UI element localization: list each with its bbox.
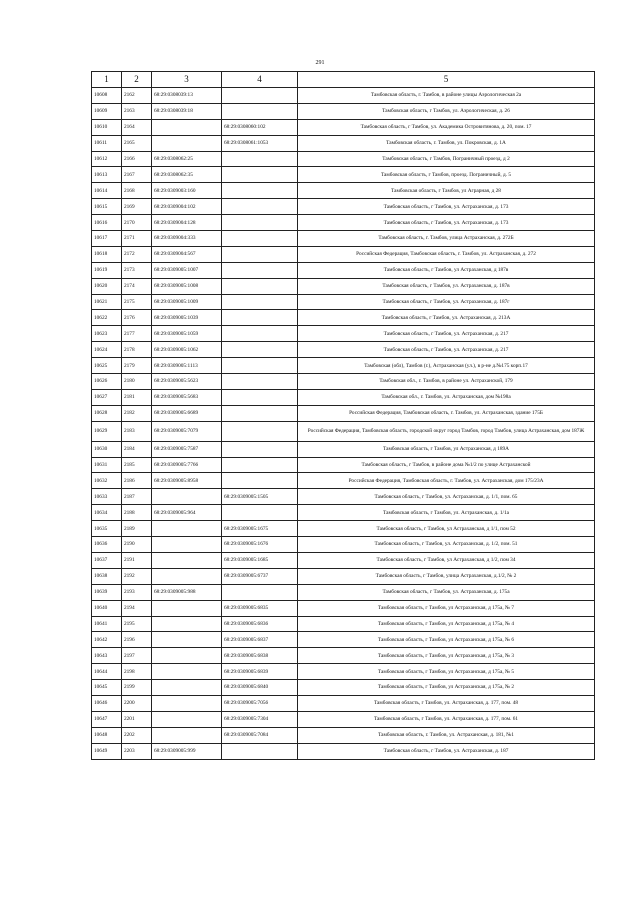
cadastral-number-cell [152, 489, 222, 505]
cadastral-number-room-cell [222, 374, 298, 390]
cadastral-number-cell: 68:29:0309005:1008 [152, 278, 222, 294]
table-row [92, 680, 595, 696]
cadastral-number-cell [152, 695, 222, 711]
cadastral-number-cell: 68:29:0309005:7587 [152, 441, 222, 457]
cadastral-number-room-cell: 68:29:0309005:6737 [222, 568, 298, 584]
row-number-cell: 10626 [92, 374, 122, 390]
address-cell: Тамбовская область, г Тамбов, ул Астраханская, д 175а, № 4 [298, 616, 595, 632]
object-id-cell: 2197 [122, 648, 152, 664]
object-id-cell: 2187 [122, 489, 152, 505]
cadastral-number-room-cell: 68:29:0308061:1053 [222, 135, 298, 151]
address-cell: Российская Федерация, Тамбовская область, г. Тамбов, ул. Астраханская, здание 175Б [298, 405, 595, 421]
address-cell: Тамбовская область, г Тамбов, ул. Астраханская, д. 213А [298, 310, 595, 326]
row-number-cell: 10624 [92, 342, 122, 358]
cadastral-number-cell: 68:29:0309005:964 [152, 505, 222, 521]
object-id-cell: 2165 [122, 135, 152, 151]
row-number-cell: 10639 [92, 584, 122, 600]
address-cell: Тамбовская область, г Тамбов, ул. Астраханская, д. 173 [298, 215, 595, 231]
object-id-cell: 2163 [122, 103, 152, 119]
address-cell: Тамбовская область, г Тамбов, ул. Астраханская, д. 1/2, пом. 51 [298, 537, 595, 553]
cadastral-number-cell: 68:29:0309005:6689 [152, 405, 222, 421]
row-number-cell: 10612 [92, 151, 122, 167]
header-row [92, 72, 595, 88]
address-cell: Тамбовская область, г. Тамбов, ул. Астраханская, д. 181, №1 [298, 727, 595, 743]
table-row [92, 489, 595, 505]
row-number-cell: 10608 [92, 88, 122, 104]
row-number-cell: 10618 [92, 246, 122, 262]
cadastral-number-room-cell [222, 183, 298, 199]
address-cell: Тамбовская область, г Тамбов, ул Астраханская, д 175а, № 2 [298, 680, 595, 696]
row-number-cell: 10616 [92, 215, 122, 231]
cadastral-number-cell: 68:29:0309005:5683 [152, 389, 222, 405]
table-body [92, 88, 595, 760]
object-id-cell: 2186 [122, 473, 152, 489]
table-row [92, 119, 595, 135]
table-row [92, 135, 595, 151]
object-id-cell: 2201 [122, 711, 152, 727]
row-number-cell: 10648 [92, 727, 122, 743]
table-row [92, 294, 595, 310]
object-id-cell: 2181 [122, 389, 152, 405]
row-number-cell: 10633 [92, 489, 122, 505]
object-id-cell: 2189 [122, 521, 152, 537]
cadastral-number-cell [152, 664, 222, 680]
table-row [92, 262, 595, 278]
cadastral-number-room-cell [222, 405, 298, 421]
address-cell: Тамбовская область, г Тамбов, ул. Академика Островитянова, д. 20, пом. 17 [298, 119, 595, 135]
cadastral-number-cell [152, 537, 222, 553]
cadastral-number-cell: 68:29:0309004:128 [152, 215, 222, 231]
header-col-5: 5 [298, 72, 595, 88]
table-row [92, 103, 595, 119]
cadastral-number-room-cell [222, 231, 298, 247]
object-id-cell: 2166 [122, 151, 152, 167]
object-id-cell: 2176 [122, 310, 152, 326]
cadastral-number-cell: 68:29:0309005:1007 [152, 262, 222, 278]
row-number-cell: 10628 [92, 405, 122, 421]
table-row [92, 664, 595, 680]
cadastral-number-cell: 68:29:0309005:1113 [152, 358, 222, 374]
table-row [92, 405, 595, 421]
cadastral-number-room-cell [222, 441, 298, 457]
object-id-cell: 2171 [122, 231, 152, 247]
object-id-cell: 2182 [122, 405, 152, 421]
object-id-cell: 2167 [122, 167, 152, 183]
address-cell: Тамбовская область, г Тамбов, ул Астраханская, д 1/1, пом 52 [298, 521, 595, 537]
table-row [92, 473, 595, 489]
table-row [92, 374, 595, 390]
cadastral-number-room-cell [222, 342, 298, 358]
table-row [92, 151, 595, 167]
table-row [92, 88, 595, 104]
table-row [92, 552, 595, 568]
cadastral-number-cell [152, 727, 222, 743]
header-col-4: 4 [222, 72, 298, 88]
row-number-cell: 10615 [92, 199, 122, 215]
cadastral-number-room-cell: 68:29:0309005:7056 [222, 695, 298, 711]
table-row [92, 421, 595, 441]
object-id-cell: 2178 [122, 342, 152, 358]
table-row [92, 616, 595, 632]
cadastral-number-room-cell: 68:29:0309005:6839 [222, 664, 298, 680]
table-row [92, 505, 595, 521]
table-row [92, 521, 595, 537]
cadastral-number-room-cell [222, 457, 298, 473]
cadastral-number-cell [152, 568, 222, 584]
row-number-cell: 10629 [92, 421, 122, 441]
address-cell: Тамбовская область, г Тамбов, ул. Астраханская, д. 177, пом. 48 [298, 695, 595, 711]
cadastral-number-cell: 68:29:0309005:1059 [152, 326, 222, 342]
cadastral-number-cell: 68:29:0309005:1009 [152, 294, 222, 310]
cadastral-number-room-cell: 68:29:0309005:6836 [222, 616, 298, 632]
address-cell: Тамбовская область, г Тамбов, ул. Аэрологическая, д. 26 [298, 103, 595, 119]
page-number: 291 [315, 60, 325, 66]
cadastral-number-cell: 68:29:0308039:18 [152, 103, 222, 119]
cadastral-number-cell: 68:29:0309005:988 [152, 584, 222, 600]
cadastral-number-cell: 68:29:0309005:999 [152, 743, 222, 759]
address-cell: Тамбовская область, г Тамбов, ул. Астраханская, д. 1/1а [298, 505, 595, 521]
row-number-cell: 10632 [92, 473, 122, 489]
object-id-cell: 2193 [122, 584, 152, 600]
address-cell: Тамбовская область, г Тамбов, ул. Астраханская, д. 175а [298, 584, 595, 600]
cadastral-number-room-cell [222, 310, 298, 326]
object-id-cell: 2168 [122, 183, 152, 199]
address-cell: Тамбовская область, г Тамбов, ул. Астраханская, д. 1/1, пом. 65 [298, 489, 595, 505]
cadastral-number-cell [152, 711, 222, 727]
cadastral-number-room-cell [222, 246, 298, 262]
table-row [92, 632, 595, 648]
row-number-cell: 10609 [92, 103, 122, 119]
table-row [92, 278, 595, 294]
cadastral-number-cell: 68:29:0309004:102 [152, 199, 222, 215]
row-number-cell: 10635 [92, 521, 122, 537]
table-row [92, 310, 595, 326]
table-row [92, 743, 595, 759]
cadastral-number-cell: 68:29:0309005:7079 [152, 421, 222, 441]
cadastral-number-cell [152, 119, 222, 135]
row-number-cell: 10645 [92, 680, 122, 696]
cadastral-number-room-cell [222, 358, 298, 374]
address-cell: Тамбовская область, г Тамбов, проезд. Пограничный, д. 5 [298, 167, 595, 183]
cadastral-number-cell [152, 135, 222, 151]
cadastral-number-room-cell [222, 421, 298, 441]
cadastral-number-cell: 68:29:0309005:1062 [152, 342, 222, 358]
cadastral-number-cell [152, 632, 222, 648]
cadastral-number-cell: 68:29:0308062:35 [152, 167, 222, 183]
table-row [92, 584, 595, 600]
cadastral-number-room-cell: 68:29:0309005:7304 [222, 711, 298, 727]
row-number-cell: 10625 [92, 358, 122, 374]
row-number-cell: 10642 [92, 632, 122, 648]
row-number-cell: 10638 [92, 568, 122, 584]
row-number-cell: 10641 [92, 616, 122, 632]
table-row [92, 568, 595, 584]
address-cell: Российская Федерация, Тамбовская область, г. Тамбов, ул. Астраханская, дом 175/23А [298, 473, 595, 489]
cadastral-number-room-cell: 68:29:0309005:7084 [222, 727, 298, 743]
header-col-2: 2 [122, 72, 152, 88]
address-cell: Тамбовская область, г Тамбов, ул Аграрная, д 28 [298, 183, 595, 199]
cadastral-number-room-cell [222, 167, 298, 183]
cadastral-number-cell: 68:29:0308062:25 [152, 151, 222, 167]
row-number-cell: 10647 [92, 711, 122, 727]
register-table [91, 71, 595, 760]
table-row [92, 231, 595, 247]
object-id-cell: 2183 [122, 421, 152, 441]
cadastral-number-cell: 68:29:0309003:160 [152, 183, 222, 199]
cadastral-number-cell [152, 680, 222, 696]
cadastral-number-cell [152, 521, 222, 537]
row-number-cell: 10613 [92, 167, 122, 183]
row-number-cell: 10620 [92, 278, 122, 294]
address-cell: Тамбовская область, г Тамбов, ул. Астраханская, д. 187в [298, 278, 595, 294]
header-col-1: 1 [92, 72, 122, 88]
address-cell: Тамбовская область, г Тамбов, Пограничный проезд, д 2 [298, 151, 595, 167]
address-cell: Тамбовская (обл), Тамбов (г.), Астраханская (ул.), в р-не д.№175 корп.17 [298, 358, 595, 374]
table-row [92, 358, 595, 374]
object-id-cell: 2190 [122, 537, 152, 553]
address-cell: Тамбовская область, г Тамбов, ул. Астраханская, д. 173 [298, 199, 595, 215]
cadastral-number-room-cell [222, 505, 298, 521]
table-row [92, 215, 595, 231]
cadastral-number-cell: 68:29:0309005:7766 [152, 457, 222, 473]
cadastral-number-room-cell [222, 262, 298, 278]
cadastral-number-room-cell [222, 278, 298, 294]
row-number-cell: 10610 [92, 119, 122, 135]
object-id-cell: 2194 [122, 600, 152, 616]
address-cell: Тамбовская область, г Тамбов, ул. Астраханская, д. 177, пом. 61 [298, 711, 595, 727]
object-id-cell: 2192 [122, 568, 152, 584]
cadastral-number-room-cell [222, 103, 298, 119]
table-row [92, 326, 595, 342]
address-cell: Тамбовская область, г Тамбов, ул Астраханская, д 175а, № 5 [298, 664, 595, 680]
row-number-cell: 10643 [92, 648, 122, 664]
address-cell: Тамбовская область, г Тамбов, ул. Астраханская, д. 217 [298, 342, 595, 358]
header-col-3: 3 [152, 72, 222, 88]
address-cell: Тамбовская область, г. Тамбов, в районе улицы Аэрологическая 2а [298, 88, 595, 104]
address-cell: Тамбовская область, г Тамбов, ул Астраханская, д 1/2, пом 34 [298, 552, 595, 568]
object-id-cell: 2169 [122, 199, 152, 215]
row-number-cell: 10617 [92, 231, 122, 247]
table-row [92, 600, 595, 616]
cadastral-number-cell [152, 616, 222, 632]
row-number-cell: 10621 [92, 294, 122, 310]
address-cell: Тамбовская обл., г. Тамбов, ул. Астраханская, дом №198а [298, 389, 595, 405]
row-number-cell: 10646 [92, 695, 122, 711]
table-row [92, 648, 595, 664]
object-id-cell: 2185 [122, 457, 152, 473]
cadastral-number-room-cell [222, 473, 298, 489]
address-cell: Тамбовская область, г. Тамбов, улица Астраханская, д. 272Б [298, 231, 595, 247]
object-id-cell: 2172 [122, 246, 152, 262]
address-cell: Тамбовская обл., г. Тамбов, в районе ул. Астраханской, 179 [298, 374, 595, 390]
address-cell: Тамбовская область, г Тамбов, ул Астраханская, д 175а, № 7 [298, 600, 595, 616]
address-cell: Тамбовская область, г Тамбов, ул Астраханская, д 189А [298, 441, 595, 457]
object-id-cell: 2164 [122, 119, 152, 135]
cadastral-number-room-cell: 68:29:0309005:1685 [222, 552, 298, 568]
object-id-cell: 2198 [122, 664, 152, 680]
row-number-cell: 10636 [92, 537, 122, 553]
object-id-cell: 2202 [122, 727, 152, 743]
address-cell: Российская Федерация, Тамбовская область, г. Тамбов, ул. Астраханская, д. 272 [298, 246, 595, 262]
cadastral-number-cell: 68:29:0308039:13 [152, 88, 222, 104]
cadastral-number-room-cell [222, 151, 298, 167]
address-cell: Тамбовская область, г. Тамбов, ул. Покровская, д. 1А [298, 135, 595, 151]
row-number-cell: 10644 [92, 664, 122, 680]
object-id-cell: 2196 [122, 632, 152, 648]
cadastral-number-cell: 68:29:0309004:333 [152, 231, 222, 247]
row-number-cell: 10649 [92, 743, 122, 759]
address-cell: Тамбовская область, г Тамбов, улица Астраханская, д.1/2, № 2 [298, 568, 595, 584]
table-row [92, 711, 595, 727]
row-number-cell: 10637 [92, 552, 122, 568]
object-id-cell: 2173 [122, 262, 152, 278]
object-id-cell: 2174 [122, 278, 152, 294]
cadastral-number-room-cell [222, 326, 298, 342]
object-id-cell: 2179 [122, 358, 152, 374]
address-cell: Тамбовская область, г Тамбов, ул. Астраханская, д. 187г [298, 294, 595, 310]
cadastral-number-room-cell: 68:29:0309005:1676 [222, 537, 298, 553]
object-id-cell: 2199 [122, 680, 152, 696]
table-row [92, 167, 595, 183]
cadastral-number-room-cell [222, 215, 298, 231]
table-row [92, 199, 595, 215]
cadastral-number-cell [152, 552, 222, 568]
cadastral-number-room-cell [222, 294, 298, 310]
cadastral-number-room-cell [222, 389, 298, 405]
address-cell: Тамбовская область, г Тамбов, ул. Астраханская, д. 217 [298, 326, 595, 342]
object-id-cell: 2188 [122, 505, 152, 521]
object-id-cell: 2177 [122, 326, 152, 342]
table-row [92, 695, 595, 711]
row-number-cell: 10630 [92, 441, 122, 457]
object-id-cell: 2195 [122, 616, 152, 632]
object-id-cell: 2170 [122, 215, 152, 231]
cadastral-number-room-cell: 68:29:0309005:1675 [222, 521, 298, 537]
cadastral-number-cell: 68:29:0309005:5623 [152, 374, 222, 390]
object-id-cell: 2175 [122, 294, 152, 310]
address-cell: Тамбовская область, г Тамбов, ул. Астраханская, д. 187 [298, 743, 595, 759]
cadastral-number-cell: 68:29:0309005:1039 [152, 310, 222, 326]
cadastral-number-room-cell: 68:29:0309005:6835 [222, 600, 298, 616]
object-id-cell: 2203 [122, 743, 152, 759]
cadastral-number-room-cell [222, 743, 298, 759]
address-cell: Тамбовская область, г Тамбов, в районе дома №1/2 по улице Астраханской [298, 457, 595, 473]
address-cell: Российская Федерация, Тамбовская область, городской округ город Тамбов, город Тамбов, улица Астраханская, дом 187Ж [298, 421, 595, 441]
cadastral-number-cell [152, 648, 222, 664]
address-cell: Тамбовская область, г Тамбов, ул Астраханская, д 175а, № 3 [298, 648, 595, 664]
table-row [92, 389, 595, 405]
cadastral-number-room-cell: 68:29:0309005:6840 [222, 680, 298, 696]
row-number-cell: 10614 [92, 183, 122, 199]
cadastral-number-room-cell: 68:29:0309005:6837 [222, 632, 298, 648]
cadastral-number-room-cell: 68:29:0308060:102 [222, 119, 298, 135]
cadastral-number-room-cell [222, 584, 298, 600]
object-id-cell: 2200 [122, 695, 152, 711]
row-number-cell: 10622 [92, 310, 122, 326]
table-row [92, 246, 595, 262]
object-id-cell: 2180 [122, 374, 152, 390]
object-id-cell: 2191 [122, 552, 152, 568]
cadastral-number-cell [152, 600, 222, 616]
cadastral-number-room-cell: 68:29:0309005:1505 [222, 489, 298, 505]
object-id-cell: 2162 [122, 88, 152, 104]
table-row [92, 441, 595, 457]
row-number-cell: 10611 [92, 135, 122, 151]
cadastral-number-room-cell: 68:29:0309005:6838 [222, 648, 298, 664]
cadastral-number-room-cell [222, 88, 298, 104]
table-row [92, 342, 595, 358]
row-number-cell: 10619 [92, 262, 122, 278]
row-number-cell: 10640 [92, 600, 122, 616]
row-number-cell: 10634 [92, 505, 122, 521]
row-number-cell: 10627 [92, 389, 122, 405]
row-number-cell: 10623 [92, 326, 122, 342]
object-id-cell: 2184 [122, 441, 152, 457]
table-row [92, 537, 595, 553]
cadastral-number-cell: 68:29:0309005:8958 [152, 473, 222, 489]
table-row [92, 457, 595, 473]
cadastral-number-cell: 68:29:0309004:567 [152, 246, 222, 262]
cadastral-number-room-cell [222, 199, 298, 215]
table-row [92, 183, 595, 199]
table-row [92, 727, 595, 743]
row-number-cell: 10631 [92, 457, 122, 473]
address-cell: Тамбовская область, г Тамбов, ул Астраханская, д 187в [298, 262, 595, 278]
address-cell: Тамбовская область, г Тамбов, ул Астраханская, д 175а, № 6 [298, 632, 595, 648]
